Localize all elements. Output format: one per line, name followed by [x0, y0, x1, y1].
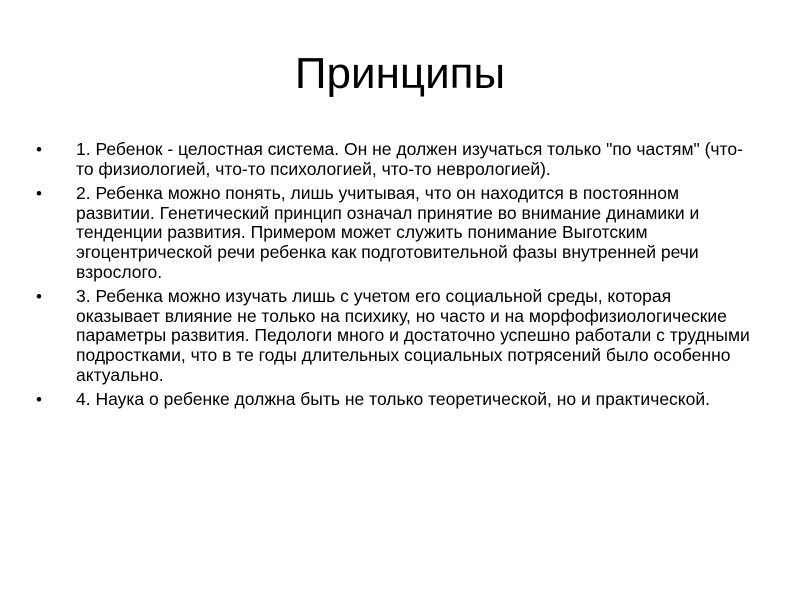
bullet-text: 2. Ребенка можно понять, лишь учитывая, что он находится в постоянном развитии. Генетический принцип означал принятие во внимание динамики и тенденции развития. Примером может служить понимание Выготским эгоцентрической речи ребенка как подготовительной фазы внутренней речи взрослого. — [76, 183, 700, 282]
bullet-dot-icon: • — [36, 287, 42, 307]
bullet-item-4 — [36, 389, 756, 410]
bullet-list — [36, 139, 756, 415]
bullet-dot-icon: • — [36, 140, 42, 159]
bullet-item-1 — [36, 139, 756, 179]
bullet-dot-icon: • — [36, 390, 42, 410]
bullet-text: 1. Ребенок - целостная система. Он не должен изучаться только "по частям" (что-то физиологией, что-то психологией, что-то неврологией). — [76, 139, 743, 179]
bullet-dot-icon: • — [36, 184, 42, 204]
bullet-text: 3. Ребенка можно изучать лишь с учетом его социальной среды, которая оказывает влияние не только на психику, но часто и на морфофизиологические параметры развития. Педологи много и достаточно успешно работали с трудными подростками, что в те годы длительных социальных потрясений было особенно актуально. — [76, 286, 750, 385]
slide-title: Принципы — [294, 49, 506, 98]
bullet-item-3 — [36, 286, 756, 385]
bullet-item-2 — [36, 183, 756, 282]
bullet-text: 4. Наука о ребенке должна быть не только теоретической, но и практической. — [76, 389, 711, 410]
